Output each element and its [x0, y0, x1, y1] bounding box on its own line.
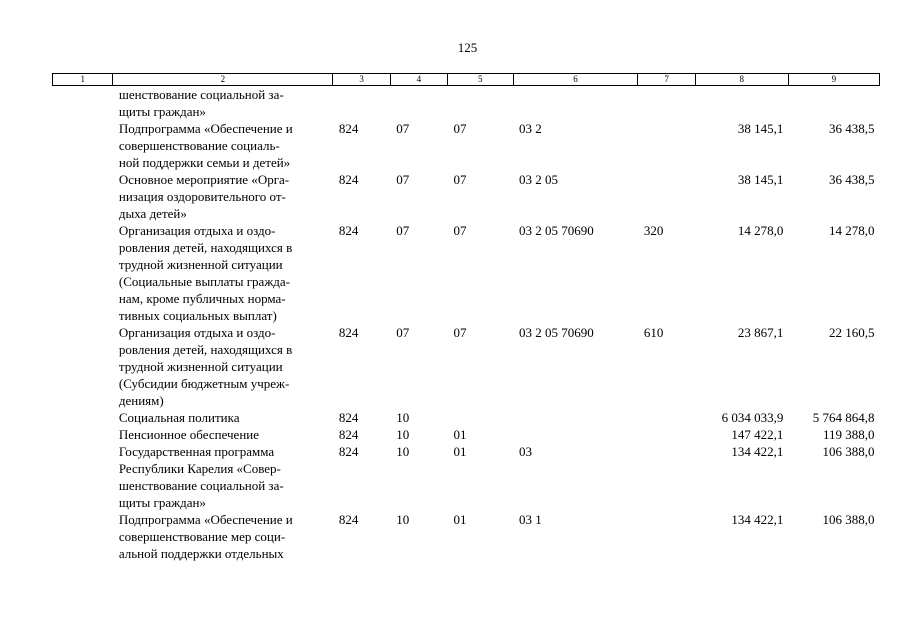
amount-2-cell: 36 438,5 — [829, 172, 875, 187]
subsection-code-cell: 01 — [453, 427, 467, 442]
subsection-code-cell: 07 — [453, 121, 467, 136]
item-name-line: дениям) — [118, 393, 164, 408]
amount-2-cell: 5 764 864,8 — [812, 410, 875, 425]
table-header — [53, 74, 880, 86]
table-row — [53, 222, 880, 324]
target-code-cell: 03 2 05 — [519, 172, 559, 187]
expense-type-cell — [638, 120, 695, 171]
expense-type-cell: 610 — [643, 325, 664, 340]
table-row — [53, 324, 880, 409]
column-header: 9 — [788, 74, 879, 86]
item-name-line: трудной жизненной ситуации — [118, 359, 283, 374]
column-header: 6 — [513, 74, 638, 86]
item-name-line: Организация отдыха и оздо- — [118, 223, 276, 238]
admin-code-cell — [333, 86, 390, 121]
row-index-cell — [53, 409, 113, 426]
amount-1-cell: 14 278,0 — [737, 223, 784, 238]
column-header: 2 — [113, 74, 333, 86]
item-name-line: нам, кроме публичных норма- — [118, 291, 286, 306]
amount-1-cell: 23 867,1 — [737, 325, 784, 340]
item-name-line: (Субсидии бюджетным учреж- — [118, 376, 290, 391]
section-code-cell: 07 — [396, 121, 410, 136]
table-row — [53, 426, 880, 443]
item-name-cell — [113, 409, 333, 426]
section-code-cell: 10 — [396, 410, 410, 425]
subsection-code-cell: 07 — [453, 223, 467, 238]
item-name-cell — [113, 324, 333, 409]
expense-type-cell — [638, 511, 695, 562]
column-number-row — [53, 74, 880, 86]
amount-1-cell: 134 422,1 — [731, 444, 784, 459]
item-name-cell — [113, 222, 333, 324]
item-name-line: Республики Карелия «Совер- — [118, 461, 281, 476]
table-row — [53, 511, 880, 562]
item-name-line: шенствование социальной за- — [118, 87, 284, 102]
amount-2-cell: 14 278,0 — [829, 223, 875, 238]
item-name-cell — [113, 443, 333, 511]
amount-2-cell: 106 388,0 — [822, 444, 875, 459]
admin-code-cell: 824 — [338, 172, 359, 187]
item-name-line: ровления детей, находящихся в — [118, 240, 293, 255]
admin-code-cell: 824 — [338, 512, 359, 527]
item-name-line: трудной жизненной ситуации — [118, 257, 283, 272]
table-body — [53, 86, 880, 563]
row-index-cell — [53, 426, 113, 443]
column-header: 5 — [448, 74, 514, 86]
expense-type-cell — [638, 443, 695, 511]
subsection-code-cell: 07 — [453, 172, 467, 187]
item-name-line: Социальная политика — [118, 410, 240, 425]
item-name-cell — [113, 511, 333, 562]
table-row — [53, 86, 880, 121]
expense-type-cell — [638, 86, 695, 121]
row-index-cell — [53, 222, 113, 324]
amount-2-cell: 36 438,5 — [829, 121, 875, 136]
admin-code-cell: 824 — [338, 223, 359, 238]
table-row — [53, 409, 880, 426]
item-name-line: совершенствование мер соци- — [118, 529, 286, 544]
amount-2-cell: 106 388,0 — [822, 512, 875, 527]
target-code-cell: 03 — [519, 444, 533, 459]
amount-1-cell: 147 422,1 — [731, 427, 784, 442]
expense-type-cell: 320 — [643, 223, 664, 238]
item-name-line: альной поддержки отдельных — [118, 546, 284, 561]
item-name-line: ровления детей, находящихся в — [118, 342, 293, 357]
column-header: 7 — [638, 74, 695, 86]
item-name-line: дыха детей» — [118, 206, 187, 221]
item-name-cell — [113, 86, 333, 121]
section-code-cell: 07 — [396, 223, 410, 238]
section-code-cell: 07 — [396, 325, 410, 340]
item-name-line: щиты граждан» — [118, 104, 206, 119]
item-name-line: Организация отдыха и оздо- — [118, 325, 276, 340]
item-name-line: тивных социальных выплат) — [118, 308, 277, 323]
subsection-code-cell: 07 — [453, 325, 467, 340]
amount-2-cell — [788, 86, 879, 121]
column-header: 1 — [53, 74, 113, 86]
section-code-cell: 07 — [396, 172, 410, 187]
item-name-line: низация оздоровительного от- — [118, 189, 286, 204]
column-header: 3 — [333, 74, 390, 86]
section-code-cell: 10 — [396, 427, 410, 442]
column-header: 4 — [390, 74, 447, 86]
item-name-line: совершенствование социаль- — [118, 138, 280, 153]
item-name-line: (Социальные выплаты гражда- — [118, 274, 291, 289]
row-index-cell — [53, 443, 113, 511]
item-name-cell — [113, 120, 333, 171]
admin-code-cell: 824 — [338, 121, 359, 136]
amount-1-cell: 38 145,1 — [737, 121, 784, 136]
item-name-line: ной поддержки семьи и детей» — [118, 155, 291, 170]
admin-code-cell: 824 — [338, 427, 359, 442]
table-row — [53, 120, 880, 171]
subsection-code-cell — [448, 409, 514, 426]
section-code-cell: 10 — [396, 512, 410, 527]
budget-table — [52, 73, 880, 562]
subsection-code-cell: 01 — [453, 444, 467, 459]
item-name-line: Пенсионное обеспечение — [118, 427, 260, 442]
amount-1-cell — [695, 86, 788, 121]
item-name-line: шенствование социальной за- — [118, 478, 284, 493]
table-row — [53, 171, 880, 222]
item-name-cell — [113, 426, 333, 443]
target-code-cell: 03 2 05 70690 — [519, 325, 594, 340]
expense-type-cell — [638, 409, 695, 426]
page-number: 125 — [457, 40, 478, 55]
expense-type-cell — [638, 426, 695, 443]
item-name-line: щиты граждан» — [118, 495, 206, 510]
amount-2-cell: 119 388,0 — [822, 427, 875, 442]
target-code-cell — [513, 86, 638, 121]
item-name-line: Подпрограмма «Обеспечение и — [118, 512, 293, 527]
target-code-cell: 03 2 05 70690 — [519, 223, 594, 238]
subsection-code-cell: 01 — [453, 512, 467, 527]
item-name-line: Государственная программа — [118, 444, 275, 459]
row-index-cell — [53, 171, 113, 222]
column-header: 8 — [695, 74, 788, 86]
row-index-cell — [53, 86, 113, 121]
expense-type-cell — [638, 171, 695, 222]
admin-code-cell: 824 — [338, 325, 359, 340]
section-code-cell — [390, 86, 447, 121]
admin-code-cell: 824 — [338, 410, 359, 425]
admin-code-cell: 824 — [338, 444, 359, 459]
target-code-cell — [513, 409, 638, 426]
target-code-cell — [513, 426, 638, 443]
row-index-cell — [53, 120, 113, 171]
target-code-cell: 03 2 — [519, 121, 542, 136]
amount-1-cell: 38 145,1 — [737, 172, 784, 187]
amount-1-cell: 134 422,1 — [731, 512, 784, 527]
row-index-cell — [53, 324, 113, 409]
table-row — [53, 443, 880, 511]
target-code-cell: 03 1 — [519, 512, 542, 527]
subsection-code-cell — [448, 86, 514, 121]
section-code-cell: 10 — [396, 444, 410, 459]
item-name-cell — [113, 171, 333, 222]
amount-2-cell: 22 160,5 — [829, 325, 875, 340]
row-index-cell — [53, 511, 113, 562]
item-name-line: Основное мероприятие «Орга- — [118, 172, 290, 187]
item-name-line: Подпрограмма «Обеспечение и — [118, 121, 293, 136]
amount-1-cell: 6 034 033,9 — [721, 410, 784, 425]
